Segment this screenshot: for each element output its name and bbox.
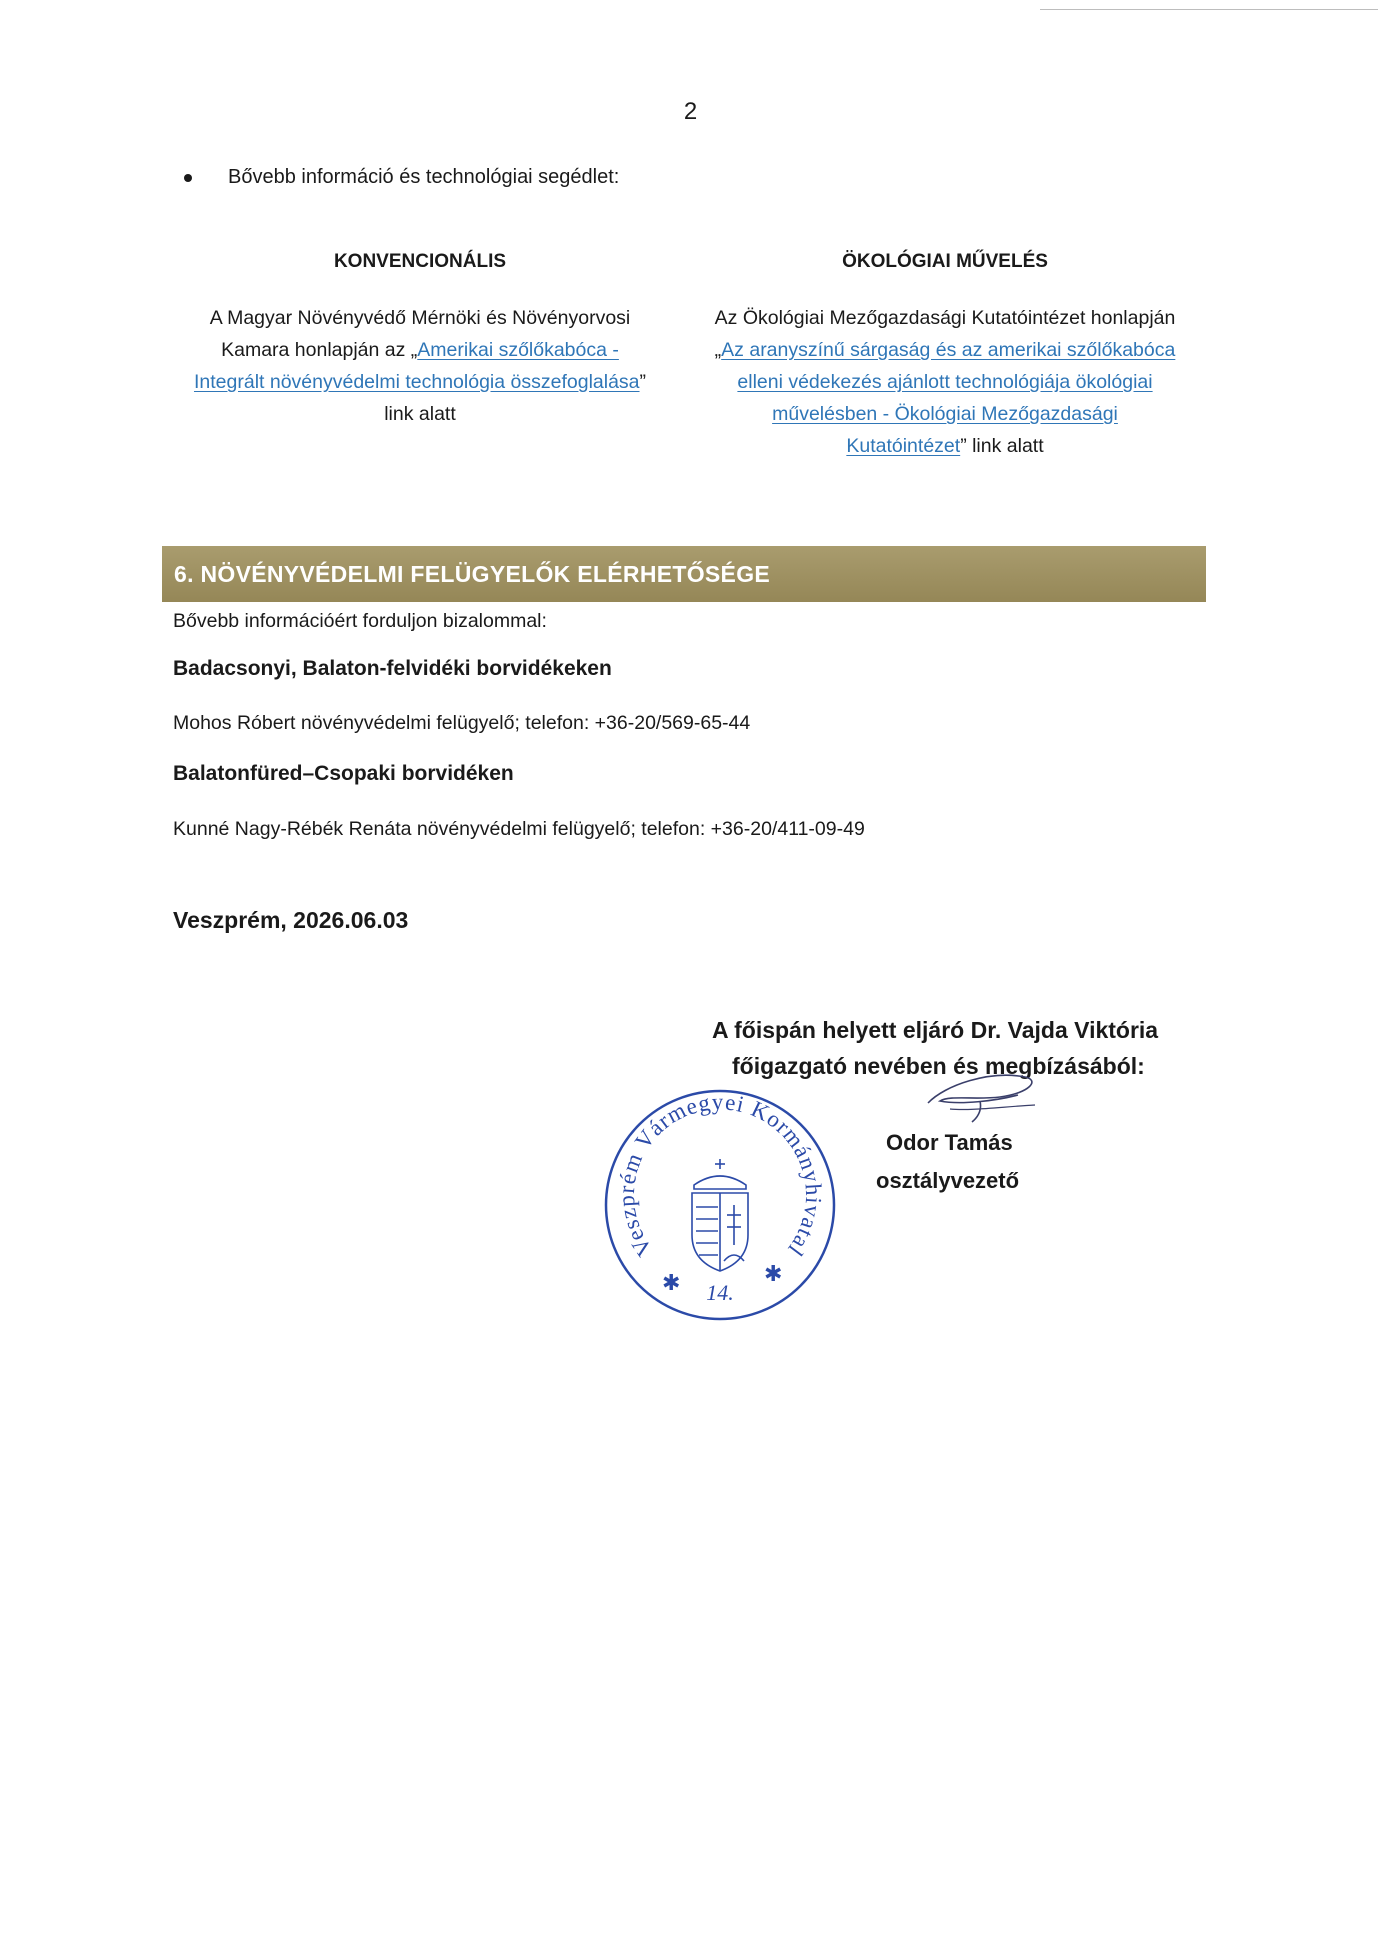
ecological-link-part-1[interactable]: Az aranyszínű sárgaság és az amerikai szőlőkabóca <box>721 339 1176 361</box>
signature-line-2: főigazgató nevében és megbízásából: <box>732 1053 1145 1079</box>
ecological-link-part-2[interactable]: elleni védekezés ajánlott technológiája ökológiai <box>737 371 1153 393</box>
ecological-line-1: Az Ökológiai Mezőgazdasági Kutatóintézet honlapján <box>714 307 1176 329</box>
ecological-column <box>690 246 1200 462</box>
info-bullet <box>184 166 619 189</box>
contact-2: Kunné Nagy-Rébék Renáta növényvédelmi felügyelő; telefon: +36-20/411-09-49 <box>173 818 865 840</box>
ecological-line-3 <box>690 366 1200 398</box>
page-number: 2 <box>683 98 698 125</box>
top-rule <box>1040 9 1378 10</box>
stamp-star-right-icon: ✱ <box>764 1261 783 1286</box>
signatory-position: osztályvezető <box>876 1168 1020 1193</box>
conventional-line-1: A Magyar Növényvédő Mérnöki és Növényorvosi <box>209 307 631 329</box>
bullet-text: Bővebb információ és technológiai segédlet: <box>228 166 620 188</box>
ecological-link-part-3[interactable]: művelésben - Ökológiai Mezőgazdasági <box>772 403 1118 425</box>
ecological-title: ÖKOLÓGIAI MŰVELÉS <box>842 251 1048 272</box>
bullet-icon <box>184 174 192 182</box>
ecological-prefix: „ <box>714 339 722 361</box>
official-stamp <box>600 1085 840 1325</box>
ecological-line-2 <box>690 334 1200 366</box>
conventional-quote-close: ” <box>639 371 647 393</box>
section-header-bar <box>162 546 1206 602</box>
section-title: 6. NÖVÉNYVÉDELMI FELÜGYELŐK ELÉRHETŐSÉGE <box>174 560 771 587</box>
conventional-link-part-2[interactable]: Integrált növényvédelmi technológia összefoglalása <box>193 371 640 393</box>
stamp-number: 14. <box>706 1280 734 1305</box>
conventional-column <box>170 246 670 430</box>
conventional-line-2 <box>170 334 670 366</box>
conventional-title: KONVENCIONÁLIS <box>333 251 507 272</box>
ecological-suffix: ” link alatt <box>960 435 1044 457</box>
stamp-star-left-icon: ✱ <box>662 1270 681 1295</box>
conventional-line-3 <box>170 366 670 398</box>
conventional-link-part-1[interactable]: Amerikai szőlőkabóca - <box>417 339 619 361</box>
signatory-name: Odor Tamás <box>886 1130 1013 1155</box>
section-intro: Bővebb információért forduljon bizalommal: <box>173 610 547 632</box>
region-2-heading: Balatonfüred–Csopaki borvidéken <box>173 762 514 785</box>
handwritten-signature <box>920 1065 1045 1125</box>
place-date: Veszprém, 2026.06.03 <box>173 907 409 933</box>
conventional-prefix: Kamara honlapján az „ <box>221 339 418 361</box>
stamp-arc-text: Veszprém Vármegyei Kormányhivatal <box>613 1089 827 1262</box>
ecological-link-part-4[interactable]: Kutatóintézet <box>846 435 961 457</box>
ecological-line-4 <box>690 398 1200 430</box>
conventional-line-4: link alatt <box>384 403 456 425</box>
region-1-heading: Badacsonyi, Balaton-felvidéki borvidékeken <box>173 657 612 680</box>
contact-1: Mohos Róbert növényvédelmi felügyelő; telefon: +36-20/569-65-44 <box>173 712 751 734</box>
coat-of-arms-icon <box>692 1159 748 1271</box>
ecological-line-5 <box>690 430 1200 462</box>
signature-line-1: A főispán helyett eljáró Dr. Vajda Viktória <box>712 1017 1159 1043</box>
